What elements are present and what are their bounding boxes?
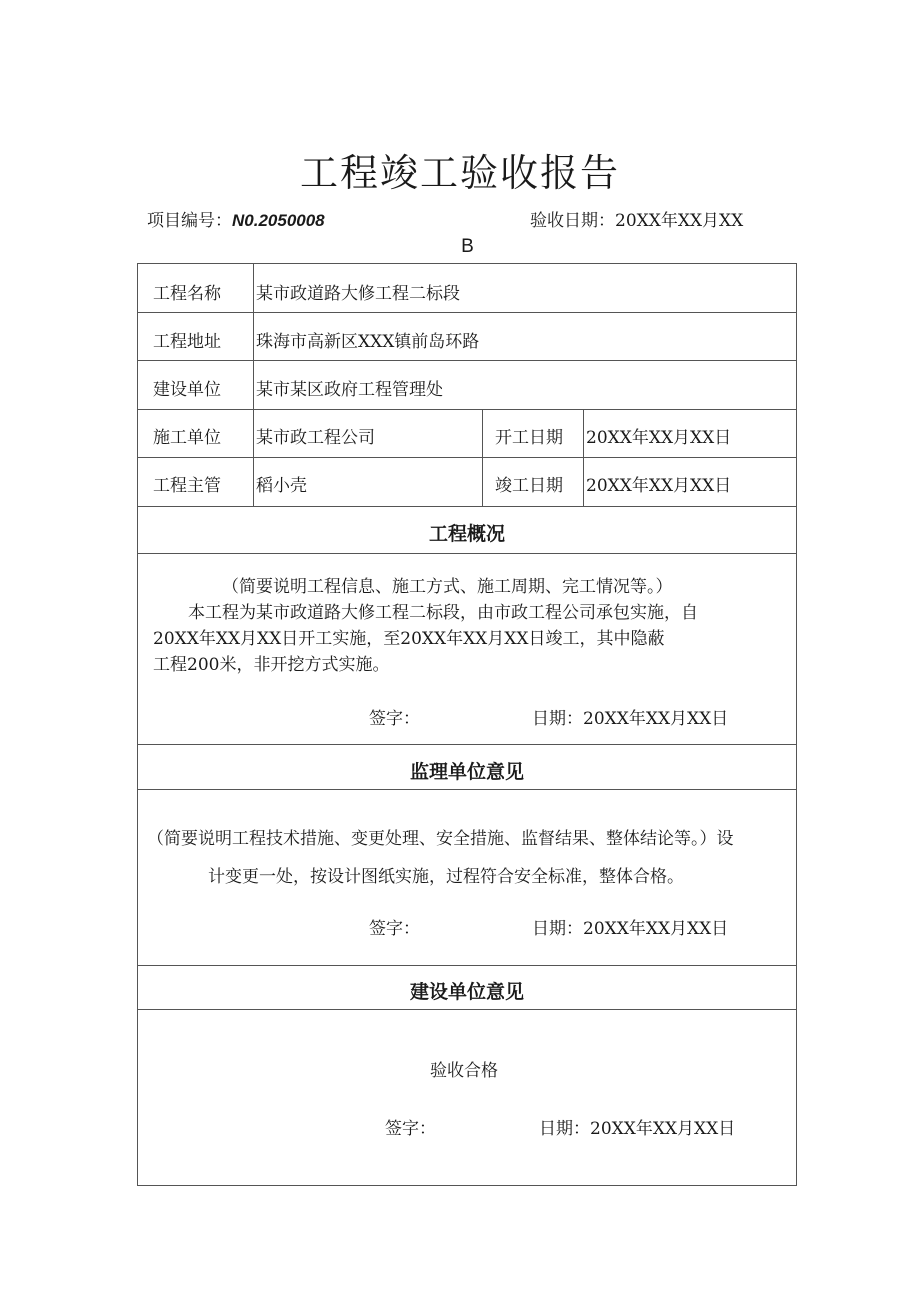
owner-opinion-sign-label: 签字：: [385, 1119, 436, 1139]
project-number: [147, 206, 325, 231]
overview-note: （简要说明工程信息、施工方式、施工周期、完工情况等。）: [222, 577, 673, 597]
row-divider: [137, 965, 797, 966]
supervision-date-label: 日期：: [532, 919, 583, 939]
finish-date-value: 20XX年XX月XX日: [586, 476, 732, 496]
supervision-text-line: （简要说明工程技术措施、变更处理、安全措施、监督结果、整体结论等。）设: [147, 829, 734, 849]
owner-opinion-date-value: 20XX年XX月XX日: [590, 1119, 736, 1139]
owner-opinion-text: 验收合格: [430, 1061, 498, 1081]
project-name-value: 某市政道路大修工程二标段: [256, 284, 460, 304]
overview-text-line: 工程200米，非开挖方式实施。: [153, 655, 390, 675]
start-date-value: 20XX年XX月XX日: [586, 428, 732, 448]
owner-unit-value: 某市某区政府工程管理处: [256, 380, 443, 400]
acceptance-date-tail: B: [461, 236, 474, 257]
acceptance-date: [530, 206, 743, 231]
column-divider: [583, 409, 584, 506]
project-address-value: 珠海市高新区XXX镇前岛环路: [256, 332, 480, 352]
row-divider: [137, 553, 797, 554]
project-name-label: 工程名称: [153, 284, 221, 304]
row-divider: [137, 360, 797, 361]
row-divider: [137, 409, 797, 410]
row-divider: [137, 506, 797, 507]
overview-text-line: 本工程为某市政道路大修工程二标段，由市政工程公司承包实施，自: [188, 603, 698, 623]
owner-opinion-date: [539, 1114, 735, 1139]
acceptance-date-value: 20XX年XX月XX: [615, 211, 744, 231]
project-number-value: N0.2050008: [232, 211, 325, 230]
manager-label: 工程主管: [153, 476, 221, 496]
supervision-text-line: 计变更一处，按设计图纸实施，过程符合安全标准，整体合格。: [208, 867, 684, 887]
finish-date-label: 竣工日期: [495, 476, 563, 496]
column-divider: [482, 409, 483, 506]
start-date-label: 开工日期: [495, 428, 563, 448]
overview-text-line: 20XX年XX月XX日开工实施，至20XX年XX月XX日竣工，其中隐蔽: [153, 629, 665, 649]
supervision-date-value: 20XX年XX月XX日: [583, 919, 729, 939]
row-divider: [137, 312, 797, 313]
manager-value: 稻小壳: [256, 476, 307, 496]
supervision-sign-label: 签字：: [369, 919, 420, 939]
owner-opinion-date-label: 日期：: [539, 1119, 590, 1139]
supervision-date: [532, 914, 728, 939]
row-divider: [137, 457, 797, 458]
row-divider: [137, 744, 797, 745]
contractor-label: 施工单位: [153, 428, 221, 448]
acceptance-date-label: 验收日期：: [530, 211, 615, 231]
row-divider: [137, 789, 797, 790]
report-title: 工程竣工验收报告: [299, 151, 620, 195]
owner-unit-label: 建设单位: [153, 380, 221, 400]
overview-date-value: 20XX年XX月XX日: [583, 709, 729, 729]
overview-heading: 工程概况: [428, 523, 505, 545]
contractor-value: 某市政工程公司: [256, 428, 375, 448]
overview-date-label: 日期：: [532, 709, 583, 729]
row-divider: [137, 1009, 797, 1010]
column-divider: [253, 263, 254, 506]
supervision-heading: 监理单位意见: [409, 761, 524, 783]
project-address-label: 工程地址: [153, 332, 221, 352]
project-number-label: 项目编号：: [147, 211, 232, 231]
overview-date: [532, 704, 728, 729]
owner-opinion-heading: 建设单位意见: [409, 981, 524, 1003]
overview-sign-label: 签字：: [369, 709, 420, 729]
